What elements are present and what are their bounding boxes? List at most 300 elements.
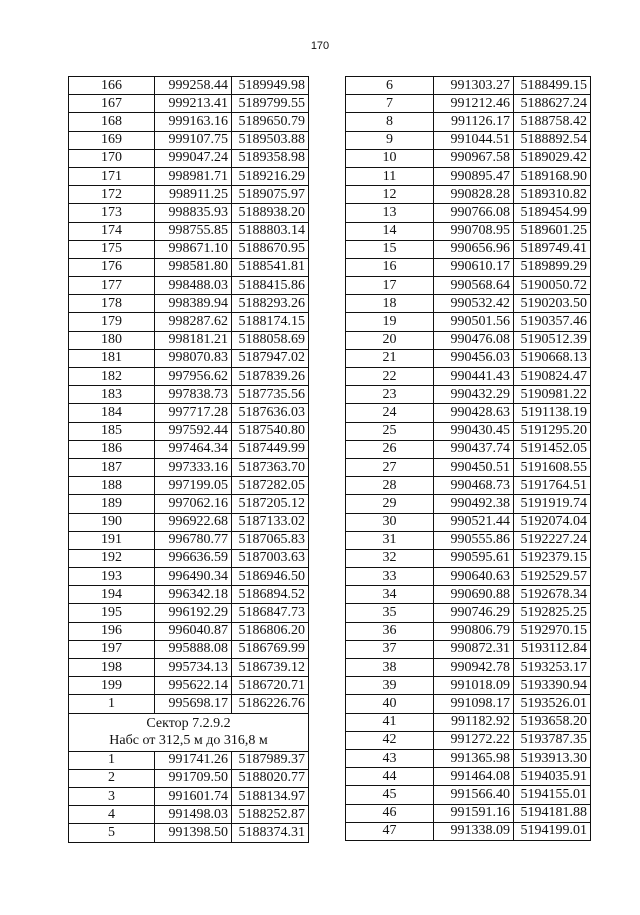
y-coordinate-cell: 5186769.99 bbox=[232, 640, 309, 658]
point-number-cell: 194 bbox=[69, 586, 155, 604]
table-row bbox=[346, 713, 591, 731]
point-number-cell: 18 bbox=[346, 295, 434, 313]
y-coordinate-cell: 5194155.01 bbox=[514, 786, 591, 804]
point-number-cell: 39 bbox=[346, 677, 434, 695]
y-coordinate-cell: 5190203.50 bbox=[514, 295, 591, 313]
y-coordinate-cell: 5191919.74 bbox=[514, 495, 591, 513]
x-coordinate-cell: 990428.63 bbox=[434, 404, 514, 422]
y-coordinate-cell: 5188174.15 bbox=[232, 313, 309, 331]
x-coordinate-cell: 996490.34 bbox=[155, 568, 232, 586]
table-row bbox=[69, 586, 309, 604]
y-coordinate-cell: 5188758.42 bbox=[514, 113, 591, 131]
y-coordinate-cell: 5188374.31 bbox=[232, 824, 309, 842]
y-coordinate-cell: 5191608.55 bbox=[514, 458, 591, 476]
x-coordinate-cell: 990437.74 bbox=[434, 440, 514, 458]
table-row bbox=[346, 386, 591, 404]
table-row bbox=[69, 659, 309, 677]
table-row bbox=[69, 513, 309, 531]
point-number-cell: 21 bbox=[346, 349, 434, 367]
table-row bbox=[69, 677, 309, 695]
table-row bbox=[346, 786, 591, 804]
y-coordinate-cell: 5188541.81 bbox=[232, 258, 309, 276]
x-coordinate-cell: 999107.75 bbox=[155, 131, 232, 149]
y-coordinate-cell: 5186226.76 bbox=[232, 695, 309, 713]
point-number-cell: 10 bbox=[346, 149, 434, 167]
y-coordinate-cell: 5187205.12 bbox=[232, 495, 309, 513]
y-coordinate-cell: 5194199.01 bbox=[514, 822, 591, 840]
y-coordinate-cell: 5192379.15 bbox=[514, 549, 591, 567]
point-number-cell: 16 bbox=[346, 258, 434, 276]
x-coordinate-cell: 990450.51 bbox=[434, 458, 514, 476]
x-coordinate-cell: 999163.16 bbox=[155, 113, 232, 131]
x-coordinate-cell: 991741.26 bbox=[155, 751, 232, 769]
table-row bbox=[346, 149, 591, 167]
y-coordinate-cell: 5193913.30 bbox=[514, 749, 591, 767]
point-number-cell: 44 bbox=[346, 768, 434, 786]
table-row bbox=[69, 769, 309, 787]
x-coordinate-cell: 998755.85 bbox=[155, 222, 232, 240]
table-row bbox=[346, 513, 591, 531]
table-row bbox=[346, 222, 591, 240]
y-coordinate-cell: 5191452.05 bbox=[514, 440, 591, 458]
table-row bbox=[69, 531, 309, 549]
x-coordinate-cell: 995622.14 bbox=[155, 677, 232, 695]
point-number-cell: 42 bbox=[346, 731, 434, 749]
x-coordinate-cell: 996040.87 bbox=[155, 622, 232, 640]
point-number-cell: 174 bbox=[69, 222, 155, 240]
table-row bbox=[69, 113, 309, 131]
x-coordinate-cell: 990521.44 bbox=[434, 513, 514, 531]
table-row bbox=[69, 95, 309, 113]
y-coordinate-cell: 5191295.20 bbox=[514, 422, 591, 440]
table-row bbox=[69, 386, 309, 404]
point-number-cell: 17 bbox=[346, 277, 434, 295]
x-coordinate-cell: 990895.47 bbox=[434, 167, 514, 185]
x-coordinate-cell: 990746.29 bbox=[434, 604, 514, 622]
point-number-cell: 46 bbox=[346, 804, 434, 822]
point-number-cell: 27 bbox=[346, 458, 434, 476]
x-coordinate-cell: 996192.29 bbox=[155, 604, 232, 622]
y-coordinate-cell: 5187735.56 bbox=[232, 386, 309, 404]
y-coordinate-cell: 5189650.79 bbox=[232, 113, 309, 131]
point-number-cell: 177 bbox=[69, 277, 155, 295]
table-row bbox=[346, 768, 591, 786]
point-number-cell: 183 bbox=[69, 386, 155, 404]
point-number-cell: 23 bbox=[346, 386, 434, 404]
point-number-cell: 184 bbox=[69, 404, 155, 422]
x-coordinate-cell: 990872.31 bbox=[434, 640, 514, 658]
table-row bbox=[346, 331, 591, 349]
x-coordinate-cell: 999047.24 bbox=[155, 149, 232, 167]
point-number-cell: 33 bbox=[346, 568, 434, 586]
point-number-cell: 32 bbox=[346, 549, 434, 567]
x-coordinate-cell: 991398.50 bbox=[155, 824, 232, 842]
y-coordinate-cell: 5186847.73 bbox=[232, 604, 309, 622]
point-number-cell: 170 bbox=[69, 149, 155, 167]
point-number-cell: 190 bbox=[69, 513, 155, 531]
table-row bbox=[346, 586, 591, 604]
point-number-cell: 185 bbox=[69, 422, 155, 440]
point-number-cell: 167 bbox=[69, 95, 155, 113]
point-number-cell: 179 bbox=[69, 313, 155, 331]
y-coordinate-cell: 5188892.54 bbox=[514, 131, 591, 149]
table-row bbox=[69, 622, 309, 640]
point-number-cell: 25 bbox=[346, 422, 434, 440]
point-number-cell: 35 bbox=[346, 604, 434, 622]
y-coordinate-cell: 5187363.70 bbox=[232, 458, 309, 476]
table-row bbox=[346, 677, 591, 695]
y-coordinate-cell: 5188627.24 bbox=[514, 95, 591, 113]
point-number-cell: 186 bbox=[69, 440, 155, 458]
table-row bbox=[346, 749, 591, 767]
y-coordinate-cell: 5191138.19 bbox=[514, 404, 591, 422]
point-number-cell: 6 bbox=[346, 77, 434, 95]
table-row bbox=[69, 149, 309, 167]
table-row bbox=[346, 822, 591, 840]
table-row bbox=[69, 422, 309, 440]
table-row bbox=[346, 531, 591, 549]
x-coordinate-cell: 998389.94 bbox=[155, 295, 232, 313]
x-coordinate-cell: 990492.38 bbox=[434, 495, 514, 513]
point-number-cell: 12 bbox=[346, 186, 434, 204]
x-coordinate-cell: 991126.17 bbox=[434, 113, 514, 131]
table-row bbox=[346, 258, 591, 276]
table-row bbox=[69, 368, 309, 386]
table-row bbox=[69, 824, 309, 842]
table-row bbox=[346, 186, 591, 204]
point-number-cell: 168 bbox=[69, 113, 155, 131]
section-header bbox=[69, 713, 309, 751]
x-coordinate-cell: 995698.17 bbox=[155, 695, 232, 713]
y-coordinate-cell: 5188415.86 bbox=[232, 277, 309, 295]
x-coordinate-cell: 991566.40 bbox=[434, 786, 514, 804]
y-coordinate-cell: 5187003.63 bbox=[232, 549, 309, 567]
point-number-cell: 24 bbox=[346, 404, 434, 422]
point-number-cell: 29 bbox=[346, 495, 434, 513]
point-number-cell: 175 bbox=[69, 240, 155, 258]
table-row bbox=[69, 295, 309, 313]
x-coordinate-cell: 991365.98 bbox=[434, 749, 514, 767]
point-number-cell: 37 bbox=[346, 640, 434, 658]
point-number-cell: 182 bbox=[69, 368, 155, 386]
x-coordinate-cell: 990967.58 bbox=[434, 149, 514, 167]
x-coordinate-cell: 997717.28 bbox=[155, 404, 232, 422]
y-coordinate-cell: 5190981.22 bbox=[514, 386, 591, 404]
x-coordinate-cell: 990568.64 bbox=[434, 277, 514, 295]
y-coordinate-cell: 5189601.25 bbox=[514, 222, 591, 240]
y-coordinate-cell: 5189454.99 bbox=[514, 204, 591, 222]
y-coordinate-cell: 5189216.29 bbox=[232, 167, 309, 185]
point-number-cell: 13 bbox=[346, 204, 434, 222]
point-number-cell: 7 bbox=[346, 95, 434, 113]
table-row bbox=[69, 404, 309, 422]
y-coordinate-cell: 5187947.02 bbox=[232, 349, 309, 367]
y-coordinate-cell: 5192970.15 bbox=[514, 622, 591, 640]
y-coordinate-cell: 5189310.82 bbox=[514, 186, 591, 204]
x-coordinate-cell: 998181.21 bbox=[155, 331, 232, 349]
y-coordinate-cell: 5186720.71 bbox=[232, 677, 309, 695]
x-coordinate-cell: 990766.08 bbox=[434, 204, 514, 222]
table-row bbox=[346, 640, 591, 658]
x-coordinate-cell: 991044.51 bbox=[434, 131, 514, 149]
table-row bbox=[346, 568, 591, 586]
y-coordinate-cell: 5188670.95 bbox=[232, 240, 309, 258]
x-coordinate-cell: 990610.17 bbox=[434, 258, 514, 276]
y-coordinate-cell: 5192678.34 bbox=[514, 586, 591, 604]
x-coordinate-cell: 990806.79 bbox=[434, 622, 514, 640]
table-row bbox=[69, 258, 309, 276]
table-row bbox=[69, 277, 309, 295]
y-coordinate-cell: 5189503.88 bbox=[232, 131, 309, 149]
y-coordinate-cell: 5193787.35 bbox=[514, 731, 591, 749]
y-coordinate-cell: 5186806.20 bbox=[232, 622, 309, 640]
table-row bbox=[346, 804, 591, 822]
x-coordinate-cell: 991098.17 bbox=[434, 695, 514, 713]
x-coordinate-cell: 991591.16 bbox=[434, 804, 514, 822]
table-row bbox=[346, 458, 591, 476]
x-coordinate-cell: 998581.80 bbox=[155, 258, 232, 276]
x-coordinate-cell: 998287.62 bbox=[155, 313, 232, 331]
left-coordinates-table bbox=[68, 76, 309, 843]
x-coordinate-cell: 990441.43 bbox=[434, 368, 514, 386]
y-coordinate-cell: 5188020.77 bbox=[232, 769, 309, 787]
table-row bbox=[69, 186, 309, 204]
table-row bbox=[346, 240, 591, 258]
point-number-cell: 1 bbox=[69, 695, 155, 713]
point-number-cell: 34 bbox=[346, 586, 434, 604]
point-number-cell: 30 bbox=[346, 513, 434, 531]
table-row bbox=[346, 731, 591, 749]
y-coordinate-cell: 5194181.88 bbox=[514, 804, 591, 822]
x-coordinate-cell: 998981.71 bbox=[155, 167, 232, 185]
point-number-cell: 196 bbox=[69, 622, 155, 640]
y-coordinate-cell: 5189899.29 bbox=[514, 258, 591, 276]
table-row bbox=[69, 458, 309, 476]
table-row bbox=[346, 204, 591, 222]
y-coordinate-cell: 5188058.69 bbox=[232, 331, 309, 349]
y-coordinate-cell: 5189799.55 bbox=[232, 95, 309, 113]
table-row bbox=[69, 751, 309, 769]
x-coordinate-cell: 991018.09 bbox=[434, 677, 514, 695]
point-number-cell: 166 bbox=[69, 77, 155, 95]
point-number-cell: 193 bbox=[69, 568, 155, 586]
point-number-cell: 14 bbox=[346, 222, 434, 240]
point-number-cell: 26 bbox=[346, 440, 434, 458]
point-number-cell: 11 bbox=[346, 167, 434, 185]
y-coordinate-cell: 5189075.97 bbox=[232, 186, 309, 204]
point-number-cell: 1 bbox=[69, 751, 155, 769]
table-row bbox=[69, 440, 309, 458]
x-coordinate-cell: 997199.05 bbox=[155, 477, 232, 495]
table-row bbox=[346, 659, 591, 677]
point-number-cell: 169 bbox=[69, 131, 155, 149]
table-row bbox=[346, 77, 591, 95]
y-coordinate-cell: 5194035.91 bbox=[514, 768, 591, 786]
y-coordinate-cell: 5189749.41 bbox=[514, 240, 591, 258]
x-coordinate-cell: 995888.08 bbox=[155, 640, 232, 658]
y-coordinate-cell: 5192529.57 bbox=[514, 568, 591, 586]
y-coordinate-cell: 5186739.12 bbox=[232, 659, 309, 677]
point-number-cell: 8 bbox=[346, 113, 434, 131]
x-coordinate-cell: 991498.03 bbox=[155, 806, 232, 824]
x-coordinate-cell: 996780.77 bbox=[155, 531, 232, 549]
x-coordinate-cell: 990656.96 bbox=[434, 240, 514, 258]
y-coordinate-cell: 5193112.84 bbox=[514, 640, 591, 658]
point-number-cell: 181 bbox=[69, 349, 155, 367]
y-coordinate-cell: 5188499.15 bbox=[514, 77, 591, 95]
point-number-cell: 189 bbox=[69, 495, 155, 513]
section-subtitle: Набс от 312,5 м до 316,8 м bbox=[109, 733, 268, 749]
x-coordinate-cell: 991601.74 bbox=[155, 787, 232, 805]
point-number-cell: 178 bbox=[69, 295, 155, 313]
point-number-cell: 198 bbox=[69, 659, 155, 677]
y-coordinate-cell: 5186946.50 bbox=[232, 568, 309, 586]
table-row bbox=[69, 806, 309, 824]
x-coordinate-cell: 995734.13 bbox=[155, 659, 232, 677]
x-coordinate-cell: 997838.73 bbox=[155, 386, 232, 404]
table-row bbox=[69, 568, 309, 586]
x-coordinate-cell: 997062.16 bbox=[155, 495, 232, 513]
x-coordinate-cell: 997956.62 bbox=[155, 368, 232, 386]
y-coordinate-cell: 5189949.98 bbox=[232, 77, 309, 95]
point-number-cell: 19 bbox=[346, 313, 434, 331]
table-row bbox=[69, 167, 309, 185]
y-coordinate-cell: 5187839.26 bbox=[232, 368, 309, 386]
x-coordinate-cell: 996636.59 bbox=[155, 549, 232, 567]
x-coordinate-cell: 997592.44 bbox=[155, 422, 232, 440]
x-coordinate-cell: 998835.93 bbox=[155, 204, 232, 222]
point-number-cell: 187 bbox=[69, 458, 155, 476]
y-coordinate-cell: 5187282.05 bbox=[232, 477, 309, 495]
table-row bbox=[346, 404, 591, 422]
x-coordinate-cell: 997464.34 bbox=[155, 440, 232, 458]
point-number-cell: 4 bbox=[69, 806, 155, 824]
point-number-cell: 38 bbox=[346, 659, 434, 677]
page-number: 170 bbox=[310, 40, 330, 52]
table-row bbox=[69, 349, 309, 367]
point-number-cell: 192 bbox=[69, 549, 155, 567]
y-coordinate-cell: 5189029.42 bbox=[514, 149, 591, 167]
point-number-cell: 173 bbox=[69, 204, 155, 222]
table-row bbox=[69, 695, 309, 713]
table-row bbox=[69, 477, 309, 495]
y-coordinate-cell: 5187636.03 bbox=[232, 404, 309, 422]
x-coordinate-cell: 990640.63 bbox=[434, 568, 514, 586]
point-number-cell: 40 bbox=[346, 695, 434, 713]
x-coordinate-cell: 990828.28 bbox=[434, 186, 514, 204]
x-coordinate-cell: 997333.16 bbox=[155, 458, 232, 476]
table-row bbox=[69, 222, 309, 240]
table-row bbox=[69, 131, 309, 149]
point-number-cell: 195 bbox=[69, 604, 155, 622]
point-number-cell: 180 bbox=[69, 331, 155, 349]
y-coordinate-cell: 5190824.47 bbox=[514, 368, 591, 386]
y-coordinate-cell: 5192074.04 bbox=[514, 513, 591, 531]
y-coordinate-cell: 5191764.51 bbox=[514, 477, 591, 495]
table-row bbox=[69, 495, 309, 513]
section-title: Сектор 7.2.9.2 bbox=[146, 716, 231, 732]
table-row bbox=[69, 77, 309, 95]
table-row bbox=[346, 95, 591, 113]
y-coordinate-cell: 5187065.83 bbox=[232, 531, 309, 549]
y-coordinate-cell: 5187449.99 bbox=[232, 440, 309, 458]
table-row bbox=[346, 604, 591, 622]
y-coordinate-cell: 5188293.26 bbox=[232, 295, 309, 313]
y-coordinate-cell: 5190357.46 bbox=[514, 313, 591, 331]
y-coordinate-cell: 5190050.72 bbox=[514, 277, 591, 295]
table-row bbox=[346, 277, 591, 295]
x-coordinate-cell: 990432.29 bbox=[434, 386, 514, 404]
point-number-cell: 45 bbox=[346, 786, 434, 804]
y-coordinate-cell: 5189168.90 bbox=[514, 167, 591, 185]
x-coordinate-cell: 991338.09 bbox=[434, 822, 514, 840]
table-row bbox=[346, 495, 591, 513]
x-coordinate-cell: 998488.03 bbox=[155, 277, 232, 295]
x-coordinate-cell: 991709.50 bbox=[155, 769, 232, 787]
point-number-cell: 2 bbox=[69, 769, 155, 787]
table-row bbox=[346, 422, 591, 440]
point-number-cell: 41 bbox=[346, 713, 434, 731]
table-row bbox=[69, 640, 309, 658]
point-number-cell: 5 bbox=[69, 824, 155, 842]
section-header-row bbox=[69, 713, 309, 751]
table-row bbox=[346, 113, 591, 131]
y-coordinate-cell: 5190512.39 bbox=[514, 331, 591, 349]
x-coordinate-cell: 990468.73 bbox=[434, 477, 514, 495]
y-coordinate-cell: 5189358.98 bbox=[232, 149, 309, 167]
right-coordinates-table bbox=[345, 76, 591, 841]
y-coordinate-cell: 5193526.01 bbox=[514, 695, 591, 713]
x-coordinate-cell: 998070.83 bbox=[155, 349, 232, 367]
table-row bbox=[346, 313, 591, 331]
y-coordinate-cell: 5193390.94 bbox=[514, 677, 591, 695]
point-number-cell: 20 bbox=[346, 331, 434, 349]
x-coordinate-cell: 998671.10 bbox=[155, 240, 232, 258]
table-row bbox=[346, 477, 591, 495]
table-row bbox=[346, 167, 591, 185]
table-row bbox=[346, 622, 591, 640]
x-coordinate-cell: 990595.61 bbox=[434, 549, 514, 567]
y-coordinate-cell: 5192825.25 bbox=[514, 604, 591, 622]
table-row bbox=[69, 787, 309, 805]
x-coordinate-cell: 990430.45 bbox=[434, 422, 514, 440]
y-coordinate-cell: 5190668.13 bbox=[514, 349, 591, 367]
x-coordinate-cell: 990456.03 bbox=[434, 349, 514, 367]
x-coordinate-cell: 996922.68 bbox=[155, 513, 232, 531]
x-coordinate-cell: 996342.18 bbox=[155, 586, 232, 604]
point-number-cell: 9 bbox=[346, 131, 434, 149]
table-row bbox=[69, 313, 309, 331]
x-coordinate-cell: 991464.08 bbox=[434, 768, 514, 786]
y-coordinate-cell: 5186894.52 bbox=[232, 586, 309, 604]
table-row bbox=[69, 604, 309, 622]
x-coordinate-cell: 991272.22 bbox=[434, 731, 514, 749]
table-row bbox=[346, 349, 591, 367]
point-number-cell: 43 bbox=[346, 749, 434, 767]
y-coordinate-cell: 5188252.87 bbox=[232, 806, 309, 824]
point-number-cell: 171 bbox=[69, 167, 155, 185]
point-number-cell: 176 bbox=[69, 258, 155, 276]
point-number-cell: 191 bbox=[69, 531, 155, 549]
x-coordinate-cell: 999258.44 bbox=[155, 77, 232, 95]
point-number-cell: 28 bbox=[346, 477, 434, 495]
y-coordinate-cell: 5187133.02 bbox=[232, 513, 309, 531]
point-number-cell: 22 bbox=[346, 368, 434, 386]
point-number-cell: 36 bbox=[346, 622, 434, 640]
x-coordinate-cell: 990501.56 bbox=[434, 313, 514, 331]
table-row bbox=[69, 204, 309, 222]
table-row bbox=[346, 440, 591, 458]
